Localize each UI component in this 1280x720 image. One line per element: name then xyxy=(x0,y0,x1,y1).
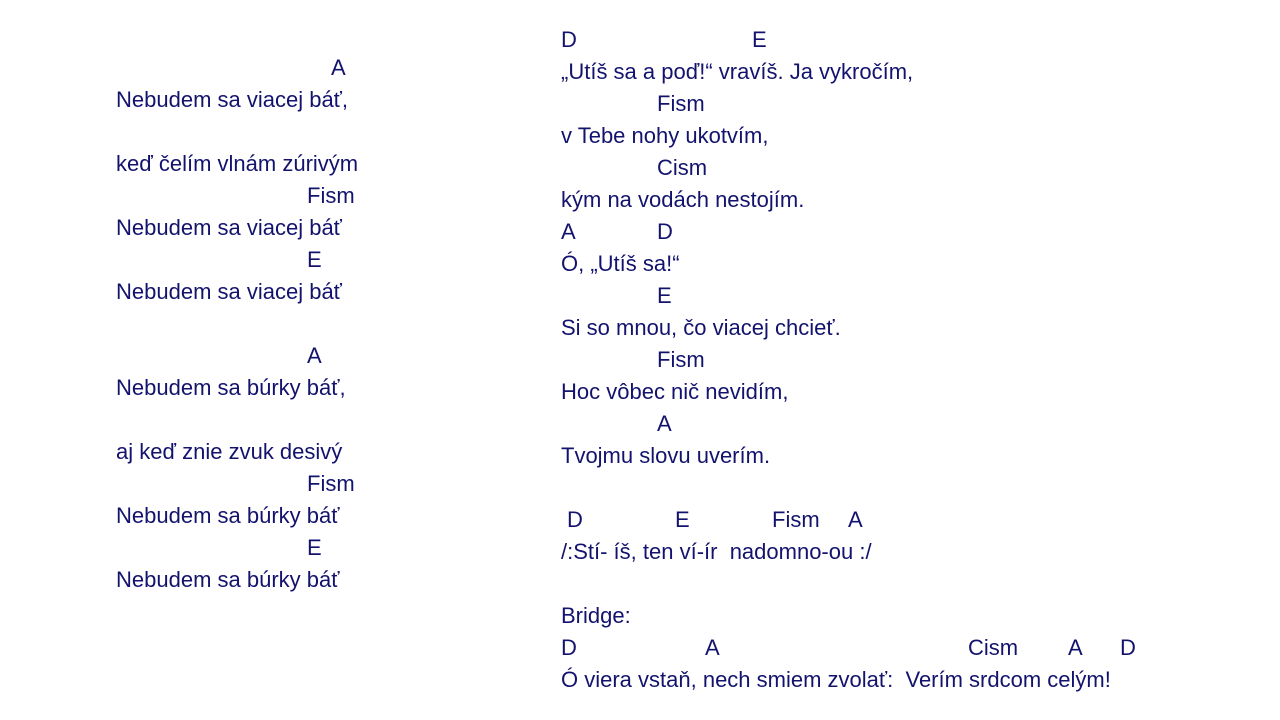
chord-label: E xyxy=(657,283,672,308)
chord-label: Cism xyxy=(968,635,1019,660)
lyric-line: aj keď znie zvuk desivý xyxy=(116,439,343,464)
lyric-line: keď čelím vlnám zúrivým xyxy=(116,151,359,176)
chord-label: Fism xyxy=(657,347,705,372)
chord-label: A xyxy=(848,507,863,532)
lyric-line: Tvojmu slovu uverím. xyxy=(561,443,771,468)
chord-label: Cism xyxy=(657,155,708,180)
lyric-line: Nebudem sa viacej báť xyxy=(116,279,342,304)
chord-label: Fism xyxy=(307,471,355,496)
lyric-line: Si so mnou, čo viacej chcieť. xyxy=(561,315,841,340)
chord-label: E xyxy=(307,247,322,272)
lyric-line: v Tebe nohy ukotvím, xyxy=(561,123,769,148)
chord-label: Fism xyxy=(307,183,355,208)
lyric-line: Nebudem sa viacej báť, xyxy=(116,87,349,112)
lyric-line: Hoc vôbec nič nevidím, xyxy=(561,379,789,404)
lyric-line: kým na vodách nestojím. xyxy=(561,187,805,212)
chord-label: Fism xyxy=(772,507,820,532)
chord-label: D xyxy=(657,219,673,244)
chord-label: A xyxy=(561,219,576,244)
chord-label: E xyxy=(752,27,767,52)
chord-label: D xyxy=(561,635,577,660)
chord-label: E xyxy=(675,507,690,532)
chord-label: D xyxy=(567,507,583,532)
lyric-line: Ó, „Utíš sa!“ xyxy=(561,251,680,276)
bridge-heading: Bridge: xyxy=(561,603,631,628)
chord-label: A xyxy=(657,411,672,436)
chord-label: E xyxy=(307,535,322,560)
lyric-line: Nebudem sa búrky báť, xyxy=(116,375,346,400)
lyric-line: „Utíš sa a poď!“ vravíš. Ja vykročím, xyxy=(561,59,914,84)
lyric-line: Nebudem sa viacej báť xyxy=(116,215,342,240)
lyric-line: /:Stí- íš, ten ví-ír nadomno-ou :/ xyxy=(561,539,872,564)
chord-label: A xyxy=(705,635,720,660)
lyric-line: Ó viera vstaň, nech smiem zvolať: Verím srdcom celým! xyxy=(561,667,1111,692)
chord-label: A xyxy=(331,55,346,80)
chord-label: A xyxy=(1068,635,1083,660)
chord-label: D xyxy=(1120,635,1136,660)
chord-label: D xyxy=(561,27,577,52)
chord-label: Fism xyxy=(657,91,705,116)
lyric-line: Nebudem sa búrky báť xyxy=(116,503,340,528)
chord-label: A xyxy=(307,343,322,368)
lyric-line: Nebudem sa búrky báť xyxy=(116,567,340,592)
